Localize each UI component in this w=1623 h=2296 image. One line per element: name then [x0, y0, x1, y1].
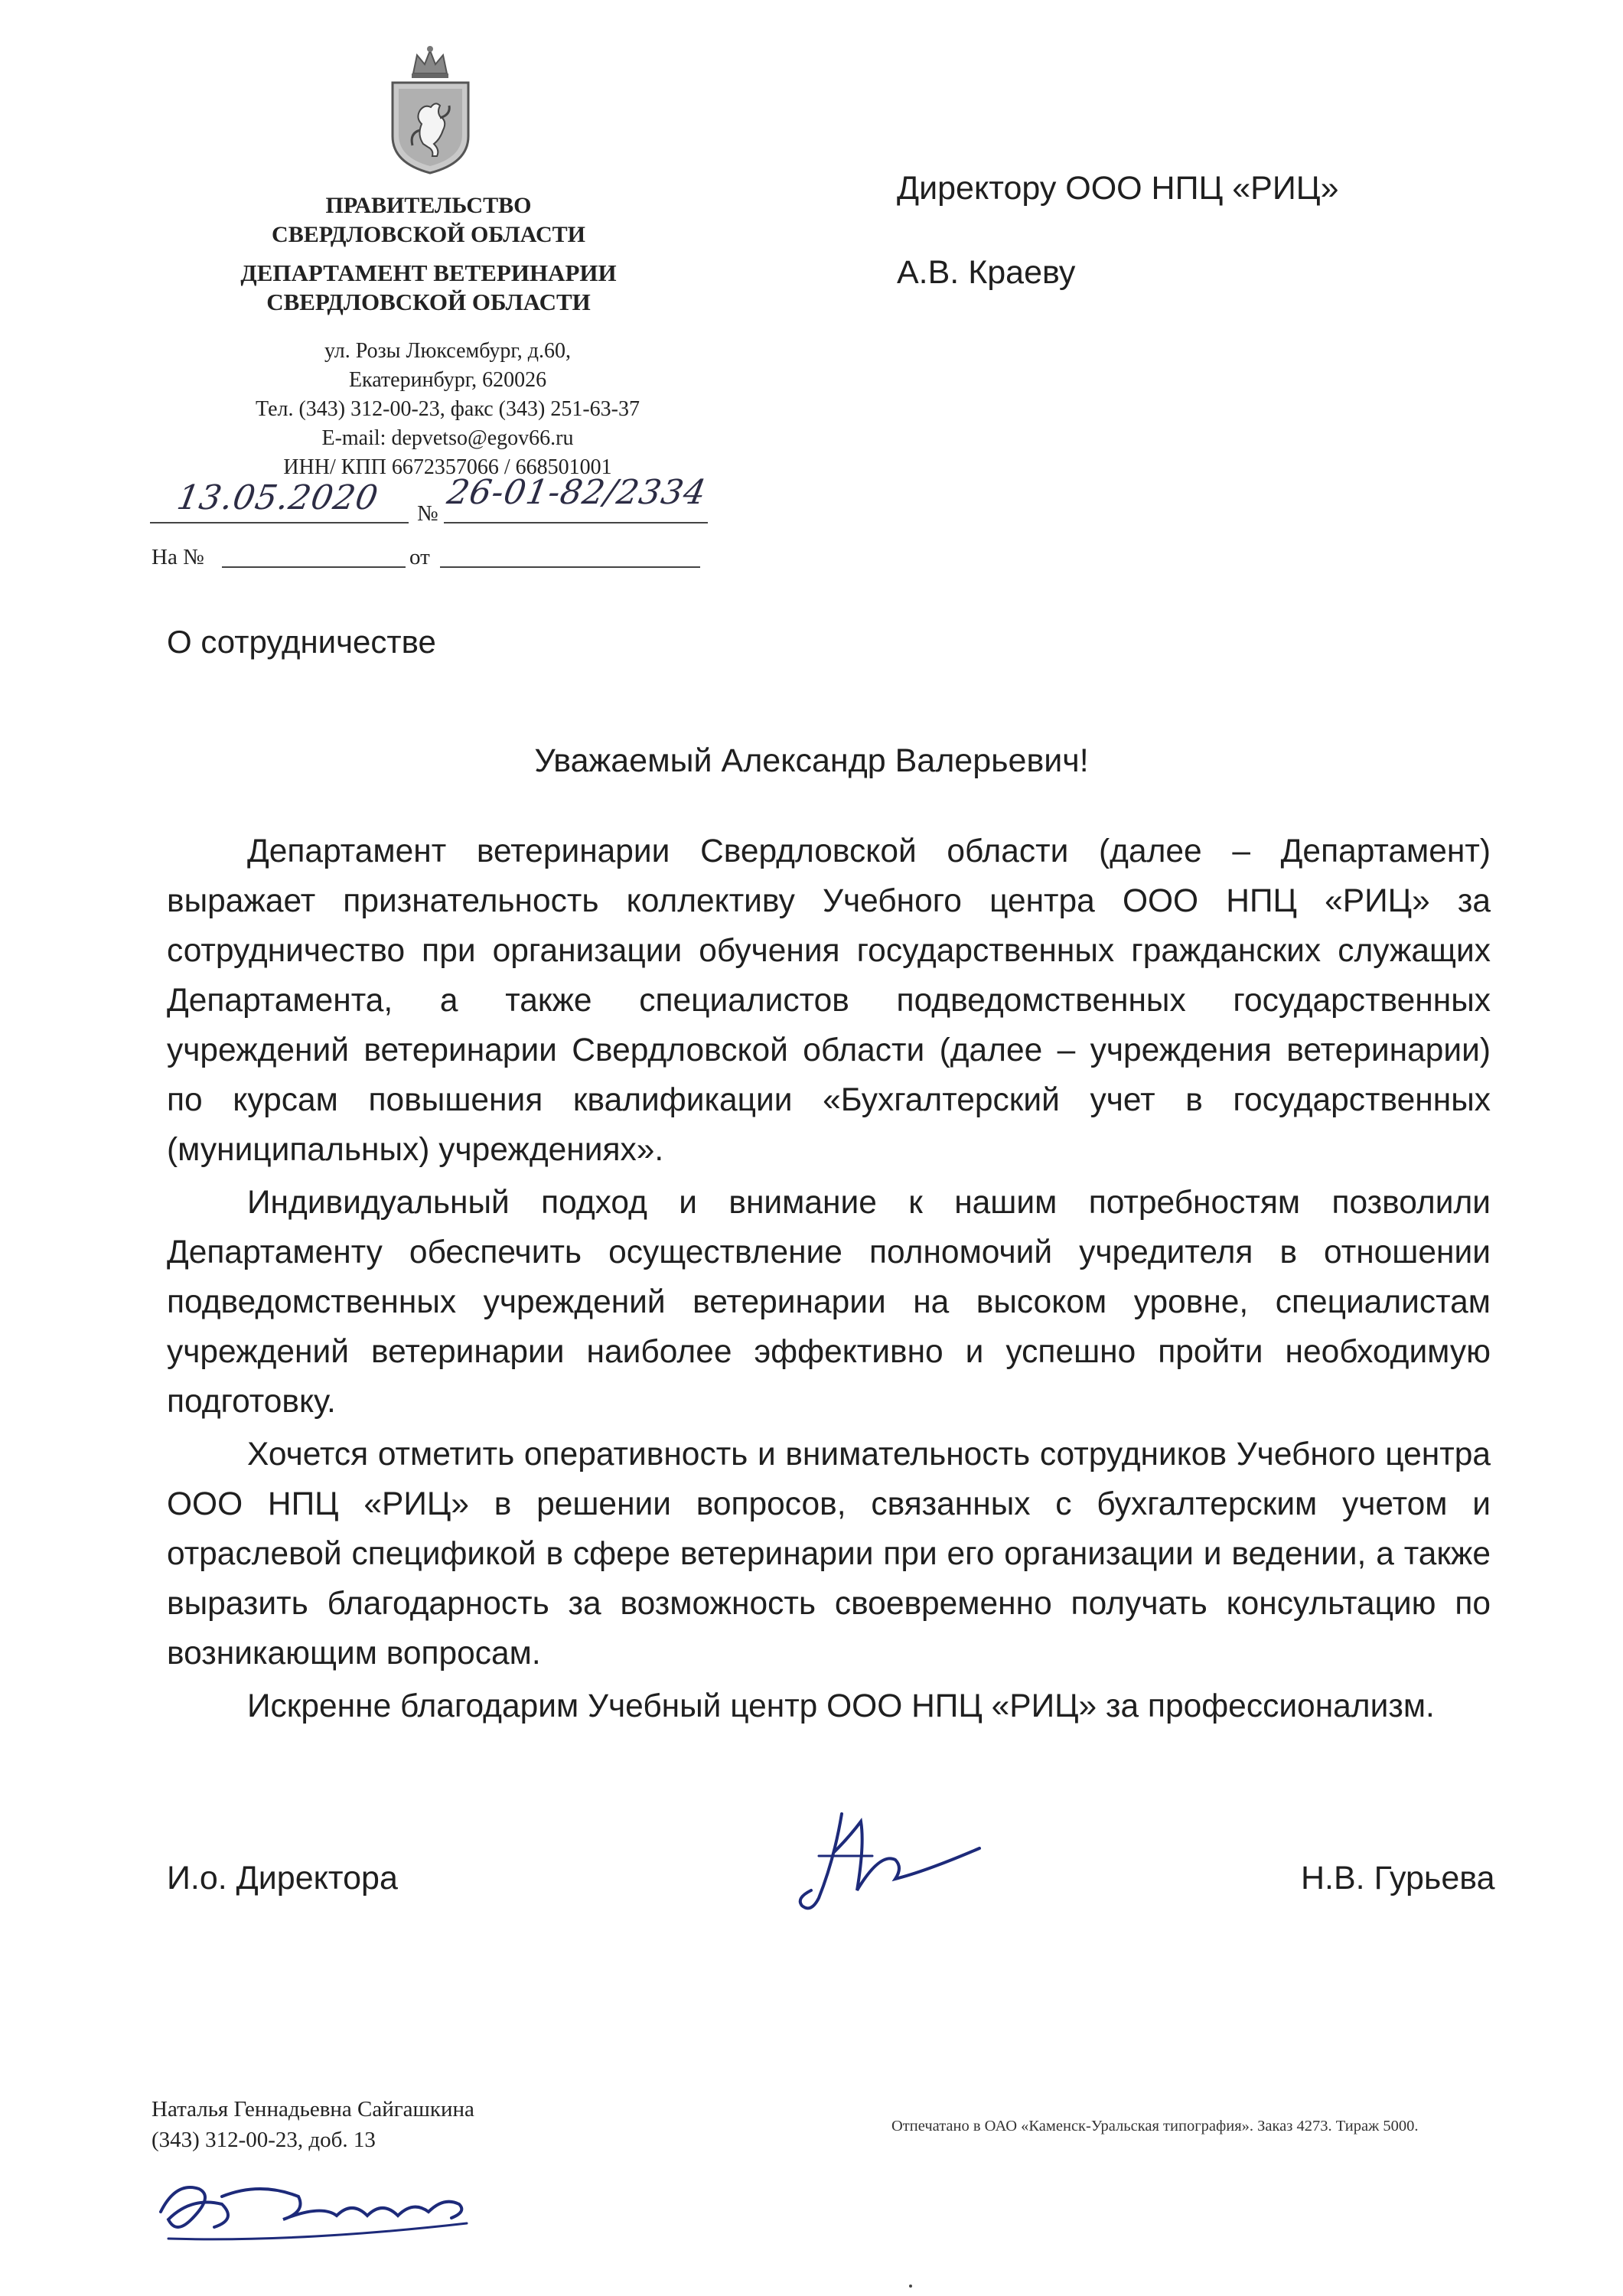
body-paragraph: Департамент ветеринарии Свердловской области (далее – Департамент) выражает признательность коллективу Учебного центра ООО НПЦ «РИЦ» за сотрудничество при организации обучения государственных гражданских служащих Департамента, а также специалистов подведомственных государственных учреждений ветеринарии Свердловской области (далее – учреждения ветеринарии) по курсам повышения квалификации «Бухгалтерский учет в государственных (муниципальных) учреждениях». [167, 833, 1491, 1168]
dept-line-2: СВЕРДЛОВСКОЙ ОБЛАСТИ [266, 289, 591, 315]
executor-signature [145, 2166, 482, 2250]
address-line: Екатеринбург, 620026 [348, 368, 547, 392]
from-label: от [409, 545, 430, 569]
registration-number: 26-01-82/2334 [444, 473, 709, 512]
letter-body [167, 827, 1491, 1734]
address-line: ул. Розы Люксембург, д.60, [324, 339, 571, 363]
department-contacts [230, 337, 666, 482]
dept-line-1: ДЕПАРТАМЕНТ ВЕТЕРИНАРИИ [240, 259, 617, 286]
coat-of-arms-icon [386, 44, 474, 174]
government-name [230, 191, 627, 249]
greeting: Уважаемый Александр Валерьевич! [534, 742, 1089, 779]
body-paragraph: Индивидуальный подход и внимание к нашим потребностям позволили Департаменту обеспечить осуществление полномочий учредителя в отношении подведомственных учреждений ветеринарии на высоком уровне, специалистам учреждений ветеринарии наиболее эффективно и успешно пройти необходимую подготовку. [167, 1185, 1491, 1420]
in-reply-label: На № [152, 545, 204, 569]
scan-dot [909, 2285, 912, 2288]
department-name [199, 259, 658, 317]
number-label: № [417, 501, 438, 526]
addressee-name: А.В. Краеву [897, 254, 1076, 291]
signatory-name: Н.В. Гурьева [1301, 1860, 1495, 1896]
gov-line-2: СВЕРДЛОВСКОЙ ОБЛАСТИ [272, 222, 585, 247]
body-paragraph: Хочется отметить оперативность и внимательность сотрудников Учебного центра ООО НПЦ «РИЦ» в решении вопросов, связанных с бухгалтерским учетом и отраслевой спецификой в сфере ветеринарии при его организации и ведении, а также выразить благодарность за возможность своевременно получать консультацию по возникающим вопросам. [167, 1437, 1491, 1671]
executor-phone: (343) 312-00-23, доб. 13 [152, 2128, 376, 2152]
letter-subject: О сотрудничестве [167, 624, 436, 660]
in-reply-underline [222, 566, 406, 568]
phone-line: Тел. (343) 312-00-23, факс (343) 251-63-37 [256, 397, 640, 421]
inn-kpp-line: ИНН/ КПП 6672357066 / 668501001 [283, 455, 612, 479]
executor-name: Наталья Геннадьевна Сайгашкина [152, 2097, 474, 2122]
print-note: Отпечатано в ОАО «Каменск-Уральская типография». Заказ 4273. Тираж 5000. [891, 2118, 1419, 2135]
number-underline [444, 522, 708, 523]
addressee-position: Директору ООО НПЦ «РИЦ» [897, 170, 1339, 207]
from-underline [440, 566, 700, 568]
handwritten-signature [788, 1791, 987, 1921]
signatory-position: И.о. Директора [167, 1860, 398, 1896]
email-line: E-mail: depvetso@egov66.ru [321, 426, 574, 450]
registration-date: 13.05.2020 [174, 478, 382, 517]
gov-line-1: ПРАВИТЕЛЬСТВО [325, 193, 532, 218]
body-paragraph: Искренне благодарим Учебный центр ООО НПЦ «РИЦ» за профессионализм. [247, 1688, 1435, 1724]
date-underline [150, 522, 409, 523]
